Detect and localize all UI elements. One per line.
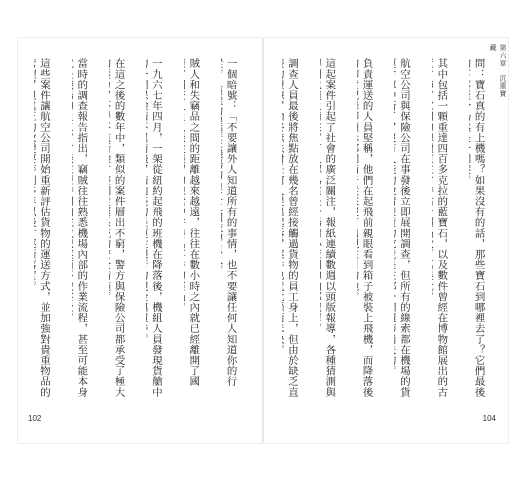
- paragraph: 賊人和失竊品之間的距離越來越遠，往往在數小時之內就已經離開了國: [187, 58, 200, 387]
- paragraph: 一九六七年四月，一架從紐約起飛的班機在降落後，機組人員發現貨艙中: [149, 58, 162, 398]
- paragraph: 調查人員最後將焦點放在幾名曾經接觸過貨物的員工身上，但由於缺乏直: [285, 58, 298, 398]
- running-head: 第六章 沉重寶藏: [489, 44, 507, 98]
- left-page: [18, 38, 262, 443]
- paragraph: 當時的調查報告指出，竊賊往往熟悉機場內部的作業流程，甚至可能本身: [75, 58, 88, 398]
- paragraph: 這起案件引起了社會的廣泛關注，報紙連續數週以頭版報導，各種猜測與: [323, 58, 336, 398]
- paragraph: 航空公司與保險公司在事發後立即展開調查，但所有的線索都在機場的貨: [397, 58, 410, 398]
- paragraph: 其中包括一顆重達四百多克拉的藍寶石，以及數件曾經在博物館展出的古: [435, 58, 448, 398]
- paragraph: 這些案件讓航空公司開始重新評估貨物的運送方式，並加強對貴重物品的: [37, 58, 50, 398]
- page-number: 102: [28, 414, 42, 423]
- left-page-text-block: [24, 58, 248, 400]
- paragraph: 在這之後的數年中，類似的案件層出不窮，警方與保險公司都承受了極大: [112, 58, 125, 398]
- right-page-text-block: [272, 58, 496, 400]
- page-number: 104: [482, 414, 496, 423]
- paragraph: 一個暗號：「不要讓外人知道所有的事情，也不要讓任何人知道你的行: [224, 58, 237, 387]
- paragraph: 問：寶石真的有上機嗎？如果沒有的話，那些寶石到哪裡去了？它們最後: [472, 58, 485, 398]
- right-page: [264, 38, 508, 443]
- paragraph: 負責運送的人員堅稱，他們在起飛前親眼看到箱子被裝上飛機，而降落後: [360, 58, 373, 398]
